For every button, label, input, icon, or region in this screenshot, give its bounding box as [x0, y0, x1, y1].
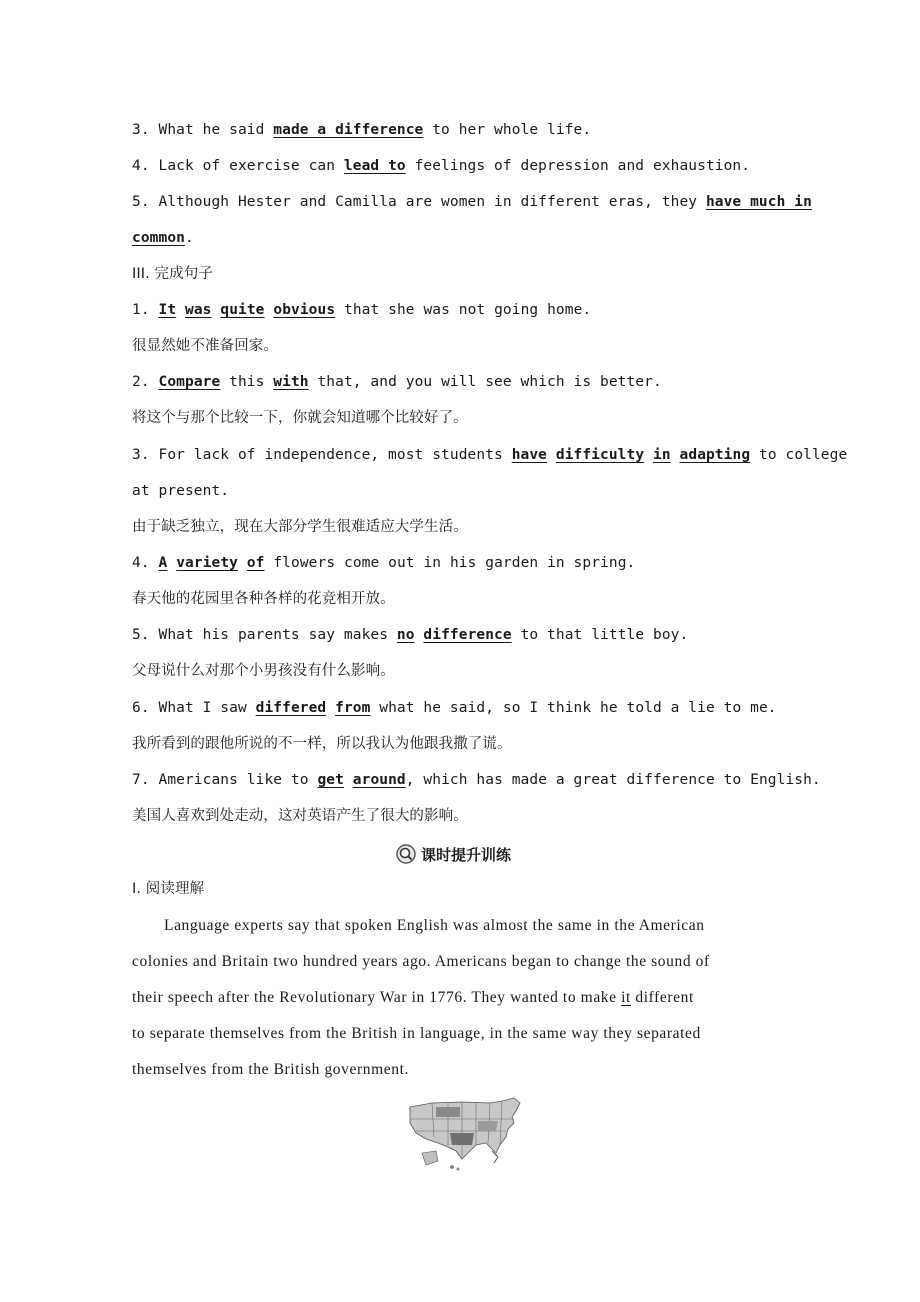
question-5: 5. What his parents say makes no difference to that little boy.: [132, 627, 689, 643]
question-3: 3. For lack of independence, most students have difficulty in adapting to college: [132, 447, 848, 463]
answer-line-4: 4. Lack of exercise can lead to feelings of depression and exhaustion.: [132, 158, 751, 174]
practice-section-header: [395, 843, 511, 865]
answer-line-3: 3. What he said made a difference to her whole life.: [132, 122, 592, 138]
us-map-image: [402, 1093, 528, 1175]
question-6: 6. What I saw differed from what he said, so I think he told a lie to me.: [132, 700, 777, 716]
question-4-translation: 春天他的花园里各种各样的花竞相开放。: [132, 591, 395, 607]
magnifier-icon: [395, 843, 417, 865]
answer-line-5: 5. Although Hester and Camilla are women in different eras, they have much in: [132, 194, 812, 210]
passage-line-5: themselves from the British government.: [132, 1061, 409, 1078]
question-2: 2. Compare this with that, and you will see which is better.: [132, 374, 662, 390]
question-3-cont: at present.: [132, 483, 230, 499]
question-1-translation: 很显然她不准备回家。: [132, 338, 278, 354]
practice-title: 课时提升训练: [421, 845, 512, 864]
passage-line-2: colonies and Britain two hundred years ago. Americans began to change the sound of: [132, 953, 710, 970]
section-heading-complete-sentences: III. 完成句子: [132, 266, 213, 282]
question-1: 1. It was quite obvious that she was not going home.: [132, 302, 592, 318]
question-3-translation: 由于缺乏独立，现在大部分学生很难适应大学生活。: [132, 519, 468, 535]
passage-line-1: Language experts say that spoken English was almost the same in the American: [164, 917, 705, 934]
question-7-translation: 美国人喜欢到处走动，这对英语产生了很大的影响。: [132, 808, 468, 824]
question-4: 4. A variety of flowers come out in his garden in spring.: [132, 555, 636, 571]
question-2-translation: 将这个与那个比较一下，你就会知道哪个比较好了。: [132, 410, 468, 426]
passage-line-4: to separate themselves from the British in language, in the same way they separated: [132, 1025, 701, 1042]
question-6-translation: 我所看到的跟他所说的不一样，所以我认为他跟我撒了谎。: [132, 736, 512, 752]
reading-heading: Ⅰ. 阅读理解: [132, 881, 205, 897]
answer-line-5-cont: common.: [132, 230, 194, 246]
question-5-translation: 父母说什么对那个小男孩没有什么影响。: [132, 663, 395, 679]
passage-line-3: their speech after the Revolutionary War in 1776. They wanted to make it different: [132, 989, 694, 1006]
question-7: 7. Americans like to get around, which has made a great difference to English.: [132, 772, 821, 788]
